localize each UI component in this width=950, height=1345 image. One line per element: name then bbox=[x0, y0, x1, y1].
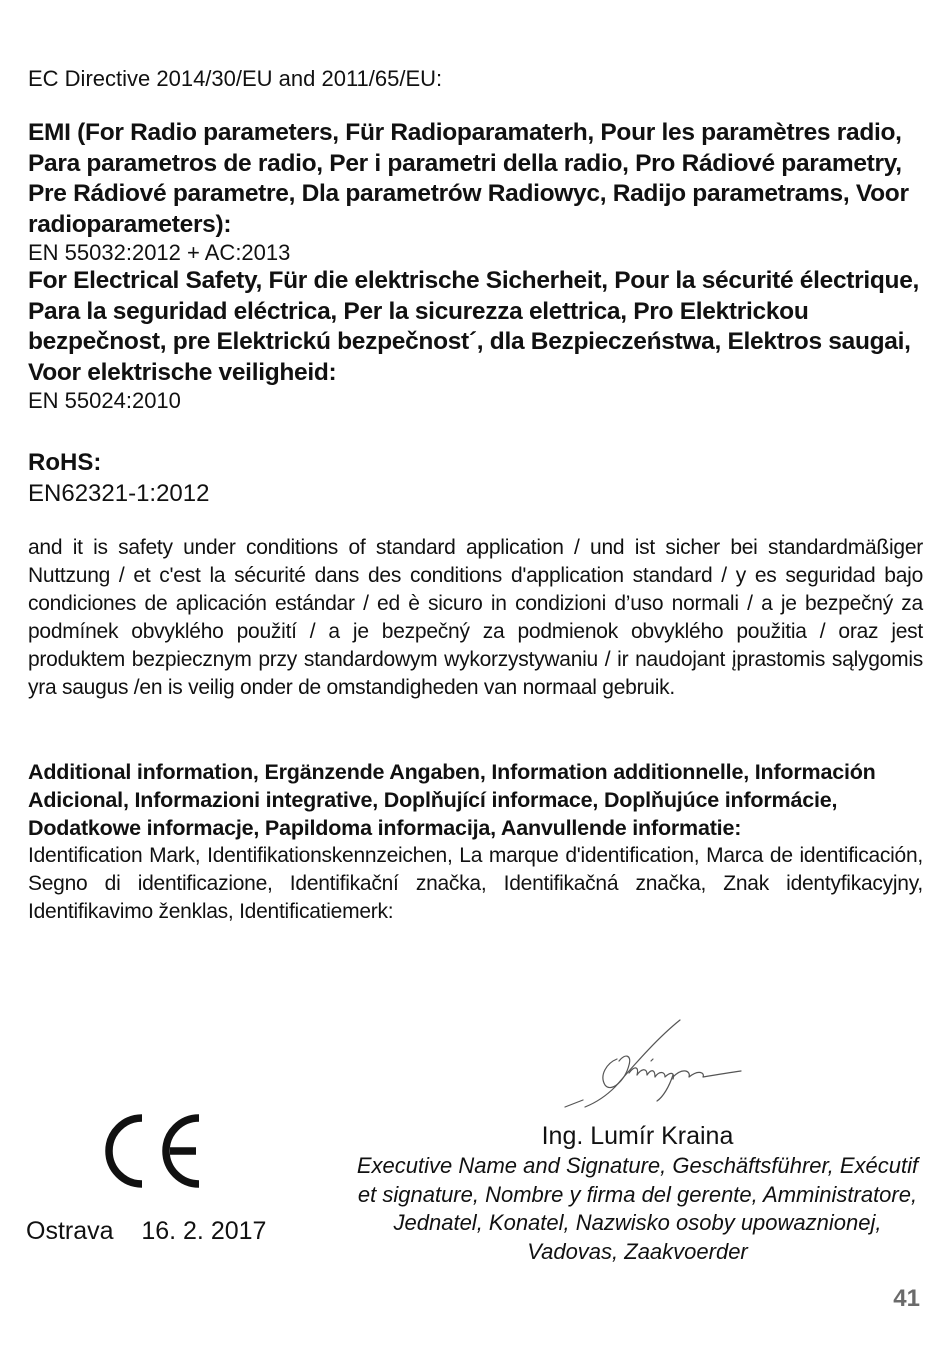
signatory-block bbox=[350, 1120, 925, 1266]
rohs-standard: EN62321-1:2012 bbox=[28, 480, 210, 507]
additional-info-heading: Additional information, Ergänzende Angaben, Information additionnelle, Información Adicional, Informazioni integrative, Doplňující informace, Doplňujúce informácie, Dodatkowe informacje, Papildoma informacija, Aanvullende informatie: bbox=[28, 760, 876, 840]
rohs-heading: RoHS: bbox=[28, 449, 102, 476]
safety-heading: For Electrical Safety, Für die elektrische Sicherheit, Pour la sécurité électrique, Para la seguridad eléctrica, Per la sicurezza elettrica, Pro Elektrickou bezpečnost, pre Elektrickú bezpečnost´, dla Bezpieczeństwa, Elektros saugai, Voor elektrische veiligheid: bbox=[28, 267, 920, 386]
signatory-name: Ing. Lumír Kraina bbox=[541, 1122, 734, 1150]
handwritten-signature bbox=[555, 1015, 755, 1115]
emi-heading: EMI (For Radio parameters, Für Radioparamaterh, Pour les paramètres radio, Para parametros de radio, Per i parametri della radio, Pro Rádiové parametry, Pre Rádiové parametre, Dla parametrów Radiowyc, Radijo parametrams, Voor radioparameters): bbox=[28, 119, 909, 238]
additional-info-section bbox=[28, 758, 923, 926]
rohs-section bbox=[28, 448, 923, 510]
date: 16. 2. 2017 bbox=[141, 1217, 267, 1245]
safety-standard: EN 55024:2010 bbox=[28, 388, 181, 413]
directive-line: EC Directive 2014/30/EU and 2011/65/EU: bbox=[28, 66, 443, 91]
emi-standard: EN 55032:2012 + AC:2013 bbox=[28, 240, 291, 265]
emi-section bbox=[28, 118, 923, 414]
page-number: 41 bbox=[893, 1285, 920, 1312]
safety-statement: and it is safety under conditions of standard application / und ist sicher bei standardmäßiger Nuttzung / et c'est la sécurité dans des conditions d'application standard / y es seguridad bajo condiciones de aplicación estándar / ed è sicuro in condizioni d’uso normali / a je bezpečný za podmínek obvyklého použití / a je bezpečný za podmienok obvyklého použitia / oraz jest produktem bezpiecznym przy standardowym wykorzystywaniu / ir naudojant įprastomis sąlygomis yra saugus /en is veilig onder de omstandigheden van normaal gebruik. bbox=[28, 536, 923, 699]
ce-mark-logo bbox=[104, 1110, 208, 1192]
place: Ostrava bbox=[26, 1217, 114, 1245]
identification-mark-text: Identification Mark, Identifikationskennzeichen, La marque d'identification, Marca de identificación, Segno di identificazione, Identifikační značka, Identifikačná značka, Znak identyfikacyjny, Identifikavimo ženklas, Identificatiemerk: bbox=[28, 844, 923, 923]
place-date bbox=[26, 1214, 266, 1248]
signatory-roles: Executive Name and Signature, Geschäftsführer, Exécutif et signature, Nombre y firma del gerente, Amministratore, Jednatel, Konatel, Nazwisko osoby upowaznionej, Vadovas, Zaakvoerder bbox=[356, 1153, 919, 1264]
